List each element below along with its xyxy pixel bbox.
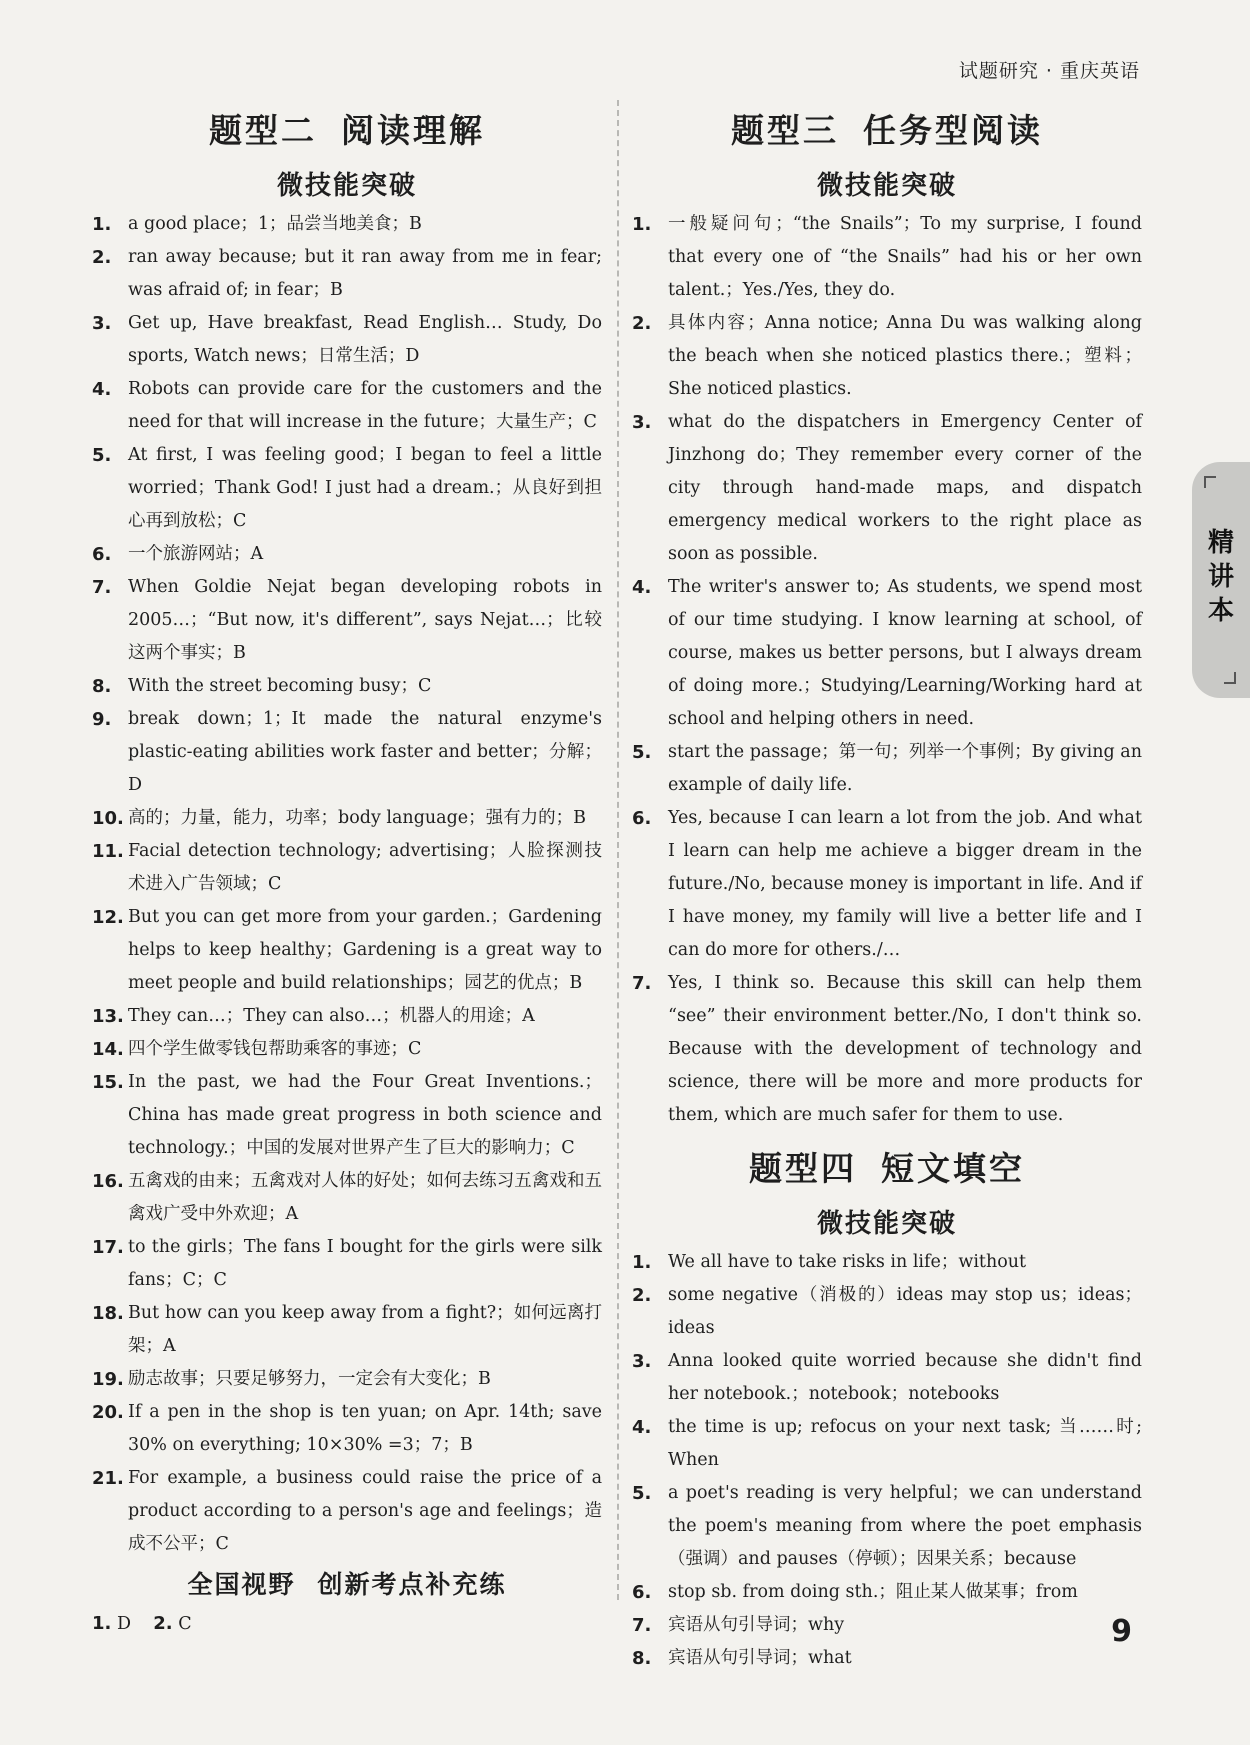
answer-number: 2.: [632, 313, 652, 334]
answer-item: [632, 406, 1142, 571]
answer-number: 8.: [92, 676, 112, 697]
answer-text: a poet's reading is very helpful；we can understand the poem's meaning from where the poet emphasis（强调）and pauses（停顿）；因果关系；because: [668, 1483, 1142, 1569]
answer-item: [92, 703, 602, 802]
answer-number: 1.: [632, 1252, 652, 1273]
answer-item: [632, 967, 1142, 1132]
ext-item-answer: D: [116, 1614, 131, 1634]
answer-number: 7.: [632, 1615, 652, 1636]
answer-item: [632, 571, 1142, 736]
answer-text: Get up, Have breakfast, Read English… Study, Do sports, Watch news；日常生活；D: [128, 313, 602, 366]
ext-answer-row: [92, 1607, 602, 1641]
answer-text: 励志故事；只要足够努力，一定会有大变化；B: [128, 1369, 491, 1389]
answer-item: [92, 1297, 602, 1363]
answer-item: [92, 1033, 602, 1066]
cloze-answer-list: [632, 1246, 1142, 1675]
answer-number: 1.: [92, 214, 112, 235]
answer-item: [92, 802, 602, 835]
answer-text: At first, I was feeling good；I began to feel a little worried；Thank God! I just had a dream.；从良好到担心再到放松；C: [128, 445, 602, 531]
answer-number: 21.: [92, 1468, 124, 1489]
answer-item: [92, 1363, 602, 1396]
answer-item: [632, 1576, 1142, 1609]
answer-number: 6.: [632, 1582, 652, 1603]
answer-text: break down；1；It made the natural enzyme's plastic-eating abilities work faster and better；分解；D: [128, 709, 602, 795]
answer-item: [632, 802, 1142, 967]
answer-item: [632, 208, 1142, 307]
answer-text: what do the dispatchers in Emergency Center of Jinzhong do；They remember every corner of the city through hand-made maps, and dispatch emergency medical workers to the right place as soon as possible.: [668, 412, 1142, 564]
answer-item: [92, 538, 602, 571]
left-column: [92, 100, 602, 1641]
answer-item: [92, 1462, 602, 1561]
sub-title-skills: 微技能突破: [816, 1209, 957, 1239]
answer-number: 10.: [92, 808, 124, 829]
answer-number: 2.: [92, 247, 112, 268]
answer-item: [632, 1279, 1142, 1345]
answer-text: 四个学生做零钱包帮助乘客的事迹；C: [128, 1039, 422, 1059]
answer-number: 5.: [632, 742, 652, 763]
page-number: 9: [1111, 1614, 1132, 1649]
answer-text: stop sb. from doing sth.；阻止某人做某事；from: [668, 1582, 1078, 1602]
section-title-type: 题型二: [209, 111, 317, 150]
answer-item: [92, 307, 602, 373]
ext-item-number: 1.: [92, 1613, 112, 1634]
answer-number: 12.: [92, 907, 124, 928]
answer-text: 一个旅游网站；A: [128, 544, 264, 564]
answer-item: [92, 670, 602, 703]
answer-item: [92, 901, 602, 1000]
answer-item: [632, 1477, 1142, 1576]
sub-title-skills: 微技能突破: [816, 171, 957, 201]
answer-item: [92, 571, 602, 670]
answer-number: 3.: [632, 412, 652, 433]
answer-text: Facial detection technology; advertising；人脸探测技术进入广告领域；C: [128, 841, 602, 894]
answer-item: [92, 1066, 602, 1165]
answer-number: 14.: [92, 1039, 124, 1060]
section-title-type: 题型三: [731, 111, 839, 150]
column-divider: [617, 100, 619, 1600]
answer-number: 5.: [92, 445, 112, 466]
answer-text: Anna looked quite worried because she didn't find her notebook.；notebook；notebooks: [668, 1351, 1142, 1404]
answer-text: Yes, I think so. Because this skill can help them “see” their environment better./No, I don't think so. Because with the development of technology and science, there will be more and more products for them, which are much safer for them to use.: [668, 973, 1142, 1125]
answer-number: 7.: [92, 577, 112, 598]
ext-title-part-b: 创新考点补充练: [317, 1570, 507, 1599]
answer-text: When Goldie Nejat began developing robots in 2005…；“But now, it's different”, says Nejat…；比较这两个事实；B: [128, 577, 602, 663]
answer-text: But you can get more from your garden.；Gardening helps to keep healthy；Gardening is a great way to meet people and build relationships；园艺的优点；B: [128, 907, 602, 993]
answer-item: [632, 736, 1142, 802]
answer-item: [92, 835, 602, 901]
answer-item: [632, 1411, 1142, 1477]
answer-text: They can…；They can also…；机器人的用途；A: [128, 1006, 535, 1026]
answer-text: Robots can provide care for the customers and the need for that will increase in the future；大量生产；C: [128, 379, 602, 432]
answer-item: [92, 1231, 602, 1297]
answer-text: We all have to take risks in life；without: [668, 1252, 1027, 1272]
answer-text: 宾语从句引导词；why: [668, 1615, 845, 1635]
answer-text: 宾语从句引导词；what: [668, 1648, 852, 1668]
ext-title-part-a: 全国视野: [187, 1570, 296, 1599]
side-tab: [1192, 462, 1250, 698]
answer-number: 7.: [632, 973, 652, 994]
answer-number: 6.: [632, 808, 652, 829]
answer-number: 1.: [632, 214, 652, 235]
section-title-name: 任务型阅读: [863, 111, 1043, 150]
answer-text: The writer's answer to; As students, we spend most of our time studying. I know learning at school, of course, makes us better persons, but I always dream of doing more.；Studying/Learning/Working hard at school and helping others in need.: [668, 577, 1142, 729]
answer-text: 五禽戏的由来；五禽戏对人体的好处；如何去练习五禽戏和五禽戏广受中外欢迎；A: [128, 1171, 602, 1224]
ext-item-number: 2.: [153, 1613, 173, 1634]
answer-text: In the past, we had the Four Great Inventions.；China has made great progress in both science and technology.；中国的发展对世界产生了巨大的影响力；C: [128, 1072, 602, 1158]
answer-number: 3.: [92, 313, 112, 334]
answer-text: With the street becoming busy；C: [128, 676, 432, 696]
answer-number: 3.: [632, 1351, 652, 1372]
answer-number: 15.: [92, 1072, 124, 1093]
tab-corner-mark: [1224, 672, 1236, 684]
side-tab-label: 精讲本: [1207, 528, 1234, 626]
answer-number: 6.: [92, 544, 112, 565]
section-title-type: 题型四: [749, 1149, 857, 1188]
right-column: [632, 100, 1142, 1675]
answer-number: 2.: [632, 1285, 652, 1306]
answer-text: a good place；1；品尝当地美食；B: [128, 214, 422, 234]
answer-number: 20.: [92, 1402, 124, 1423]
answer-number: 17.: [92, 1237, 124, 1258]
section-title-task-reading: [632, 108, 1142, 154]
answer-number: 9.: [92, 709, 112, 730]
answer-number: 8.: [632, 1648, 652, 1669]
answer-text: ran away because; but it ran away from me in fear; was afraid of; in fear；B: [128, 247, 602, 300]
answer-item: [632, 1246, 1142, 1279]
answer-text: Yes, because I can learn a lot from the job. And what I learn can help me achieve a bigger dream in the future./No, because money is important in life. And if I have money, my family will live a better life and I can do more for others./…: [668, 808, 1142, 960]
answer-item: [632, 1642, 1142, 1675]
answer-item: [92, 439, 602, 538]
answer-text: If a pen in the shop is ten yuan; on Apr. 14th; save 30% on everything; 10×30% =3；7；B: [128, 1402, 602, 1455]
answer-text: 具体内容；Anna notice; Anna Du was walking along the beach when she noticed plastics there.；塑料；She noticed plastics.: [668, 313, 1142, 399]
answer-text: 一般疑问句；“the Snails”；To my surprise, I found that every one of “the Snails” had his or her own talent.；Yes./Yes, they do.: [668, 214, 1142, 300]
tab-corner-mark: [1204, 476, 1216, 488]
answer-number: 4.: [632, 1417, 652, 1438]
section-title-name: 阅读理解: [341, 111, 485, 150]
answer-item: [92, 1396, 602, 1462]
answer-number: 16.: [92, 1171, 124, 1192]
section-title-name: 短文填空: [881, 1149, 1025, 1188]
answer-item: [92, 241, 602, 307]
answer-number: 5.: [632, 1483, 652, 1504]
answer-item: [92, 373, 602, 439]
page-header: 试题研究 · 重庆英语: [958, 60, 1140, 82]
section-title-cloze: [632, 1146, 1142, 1192]
answer-number: 18.: [92, 1303, 124, 1324]
section-title-reading: [92, 108, 602, 154]
answer-text: the time is up; refocus on your next task; 当……时; When: [668, 1417, 1142, 1470]
answer-item: [92, 1165, 602, 1231]
answer-text: start the passage；第一句；列举一个事例；By giving an example of daily life.: [668, 742, 1142, 795]
answer-text: some negative（消极的）ideas may stop us；ideas；ideas: [668, 1285, 1142, 1338]
answer-number: 13.: [92, 1006, 124, 1027]
answer-item: [92, 208, 602, 241]
answer-text: For example, a business could raise the price of a product according to a person's age and feelings；造成不公平；C: [128, 1468, 602, 1554]
answer-number: 4.: [632, 577, 652, 598]
answer-number: 11.: [92, 841, 124, 862]
answer-item: [632, 307, 1142, 406]
answer-number: 4.: [92, 379, 112, 400]
sub-title-skills: 微技能突破: [276, 171, 417, 201]
answer-item: [632, 1609, 1142, 1642]
ext-item-answer: C: [178, 1614, 192, 1634]
answer-text: 高的；力量，能力，功率；body language；强有力的；B: [128, 808, 587, 828]
answer-number: 19.: [92, 1369, 124, 1390]
answer-text: But how can you keep away from a fight?；如何远离打架；A: [128, 1303, 602, 1356]
ext-title: [92, 1565, 602, 1605]
task-reading-answer-list: [632, 208, 1142, 1132]
reading-answer-list: [92, 208, 602, 1561]
answer-item: [632, 1345, 1142, 1411]
answer-text: to the girls；The fans I bought for the girls were silk fans；C；C: [128, 1237, 602, 1290]
answer-item: [92, 1000, 602, 1033]
